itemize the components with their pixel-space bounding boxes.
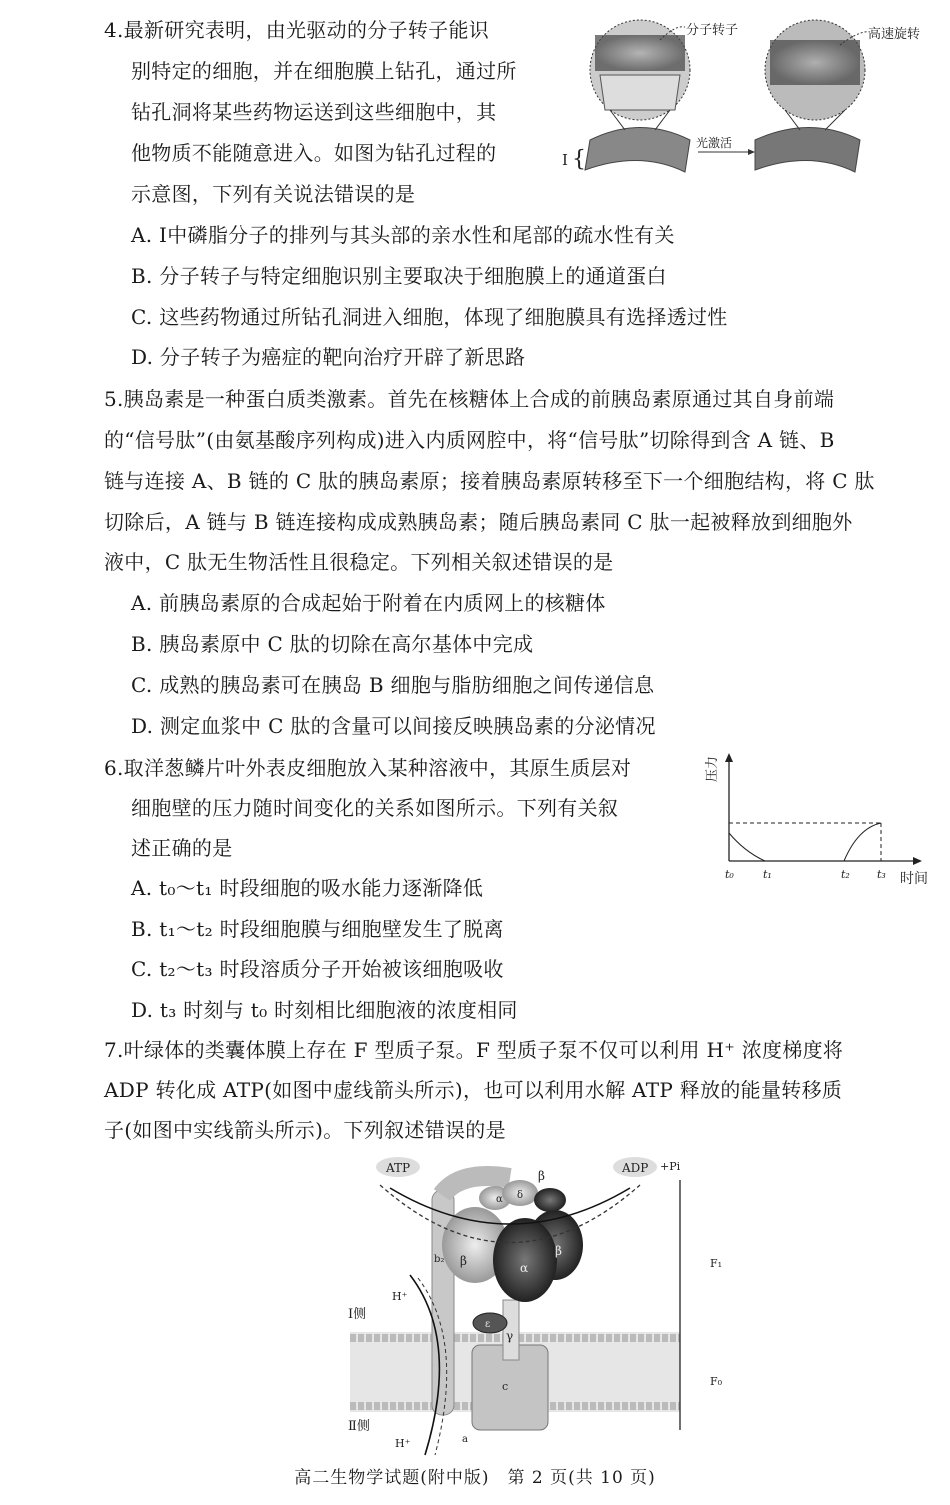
tick-t2: t₂ bbox=[841, 868, 850, 881]
side-I-label: Ⅰ侧 bbox=[348, 1307, 367, 1322]
layer-I-label: Ⅰ bbox=[562, 151, 568, 169]
q6-stem-line: 述正确的是 bbox=[131, 836, 233, 860]
tick-t0: t₀ bbox=[725, 868, 734, 881]
tick-t1: t₁ bbox=[763, 868, 772, 881]
c-label: c bbox=[502, 1380, 509, 1393]
q7-proton-pump-figure bbox=[350, 1150, 750, 1455]
q4-stem-line: 示意图，下列有关说法错误的是 bbox=[131, 182, 416, 206]
q5-option-a: A. 前胰岛素原的合成起始于附着在内质网上的核糖体 bbox=[131, 591, 606, 615]
beta-right-label: β bbox=[555, 1244, 562, 1258]
beta-label: β bbox=[538, 1169, 545, 1183]
q6-stem-line: 细胞壁的压力随时间变化的关系如图所示。下列有关叙 bbox=[131, 796, 619, 820]
q7-stem-line: ADP 转化成 ATP(如图中虚线箭头所示)，也可以利用水解 ATP 释放的能量转移质 bbox=[104, 1078, 843, 1102]
q5-option-c: C. 成熟的胰岛素可在胰岛 B 细胞与脂肪细胞之间传递信息 bbox=[131, 673, 655, 697]
alpha-small-label: α bbox=[496, 1194, 503, 1205]
curve-decline bbox=[729, 833, 765, 861]
rotor-label: 分子转子 bbox=[686, 23, 739, 38]
q6-option-a: A. t₀～t₁ 时段细胞的吸水能力逐渐降低 bbox=[131, 876, 484, 900]
q4-option-a: A. Ⅰ中磷脂分子的排列与其头部的亲水性和尾部的疏水性有关 bbox=[131, 223, 675, 247]
q5-option-b: B. 胰岛素原中 C 肽的切除在高尔基体中完成 bbox=[131, 632, 534, 656]
atp-label: ATP bbox=[386, 1161, 411, 1175]
f1-label: F₁ bbox=[710, 1257, 723, 1270]
x-axis-label: 时间 bbox=[900, 871, 928, 887]
beta-left-label: β bbox=[460, 1254, 467, 1268]
q4-stem-line: 钻孔洞将某些药物运送到这些细胞中，其 bbox=[131, 100, 497, 124]
q4-option-d: D. 分子转子为癌症的靶向治疗开辟了新思路 bbox=[131, 345, 526, 369]
q5-stem-line: 5.胰岛素是一种蛋白质类激素。首先在核糖体上合成的前胰岛素原通过其自身前端 bbox=[104, 387, 835, 411]
light-activation-label: 光激活 bbox=[696, 136, 733, 150]
side-II-label: Ⅱ侧 bbox=[348, 1419, 370, 1434]
q4-option-c: C. 这些药物通过所钻孔洞进入细胞，体现了细胞膜具有选择透过性 bbox=[131, 305, 728, 329]
q4-stem-line: 4.最新研究表明，由光驱动的分子转子能识 bbox=[104, 18, 490, 42]
q5-stem-line: 的“信号肽”(由氨基酸序列构成)进入内质网腔中，将“信号肽”切除得到含 A 链、B bbox=[104, 428, 835, 452]
b2-label: b₂ bbox=[434, 1254, 445, 1265]
a-label: a bbox=[462, 1434, 468, 1445]
q6-stem-line: 6.取洋葱鳞片叶外表皮细胞放入某种溶液中，其原生质层对 bbox=[104, 756, 632, 780]
q5-option-d: D. 测定血浆中 C 肽的含量可以间接反映胰岛素的分泌情况 bbox=[131, 714, 656, 738]
adp-label: ADP bbox=[622, 1161, 649, 1175]
q4-stem-line: 他物质不能随意进入。如图为钻孔过程的 bbox=[131, 141, 497, 165]
h-plus-top-label: H⁺ bbox=[392, 1290, 408, 1303]
brace-icon: { bbox=[572, 147, 586, 172]
q6-option-c: C. t₂～t₃ 时段溶质分子开始被该细胞吸收 bbox=[131, 957, 504, 981]
q5-stem-line: 链与连接 A、B 链的 C 肽的胰岛素原；接着胰岛素原转移至下一个细胞结构，将 C 肽 bbox=[104, 469, 875, 493]
f0-label: F₀ bbox=[710, 1375, 723, 1388]
spin-label: 高速旋转 bbox=[868, 27, 921, 42]
page-footer: 高二生物学试题(附中版) 第 2 页(共 10 页) bbox=[294, 1468, 656, 1488]
y-axis-label: 压力 bbox=[705, 755, 720, 782]
alpha-label: α bbox=[520, 1261, 529, 1275]
q4-stem-line: 别特定的细胞，并在细胞膜上钻孔，通过所 bbox=[131, 59, 517, 83]
q6-option-b: B. t₁～t₂ 时段细胞膜与细胞壁发生了脱离 bbox=[131, 917, 504, 941]
h-plus-bottom-label: H⁺ bbox=[395, 1437, 411, 1450]
q4-option-b: B. 分子转子与特定细胞识别主要取决于细胞膜上的通道蛋白 bbox=[131, 264, 667, 288]
pi-label: +Pi bbox=[660, 1160, 681, 1173]
gamma-label: γ bbox=[506, 1329, 514, 1343]
q4-membrane-figure bbox=[560, 0, 950, 180]
curve-rise bbox=[844, 823, 881, 861]
epsilon-label: ε bbox=[485, 1319, 491, 1330]
delta-label: δ bbox=[517, 1190, 524, 1201]
q6-option-d: D. t₃ 时刻与 t₀ 时刻相比细胞液的浓度相同 bbox=[131, 998, 518, 1022]
q7-stem-line: 7.叶绿体的类囊体膜上存在 F 型质子泵。F 型质子泵不仅可以利用 H⁺ 浓度梯度将 bbox=[104, 1038, 844, 1062]
q6-pressure-graph bbox=[700, 750, 950, 900]
tick-t3: t₃ bbox=[877, 868, 886, 881]
q5-stem-line: 液中，C 肽无生物活性且很稳定。下列相关叙述错误的是 bbox=[104, 550, 614, 574]
q5-stem-line: 切除后，A 链与 B 链连接构成成熟胰岛素；随后胰岛素同 C 肽一起被释放到细胞外 bbox=[104, 510, 853, 534]
q7-stem-line: 子(如图中实线箭头所示)。下列叙述错误的是 bbox=[104, 1118, 506, 1142]
